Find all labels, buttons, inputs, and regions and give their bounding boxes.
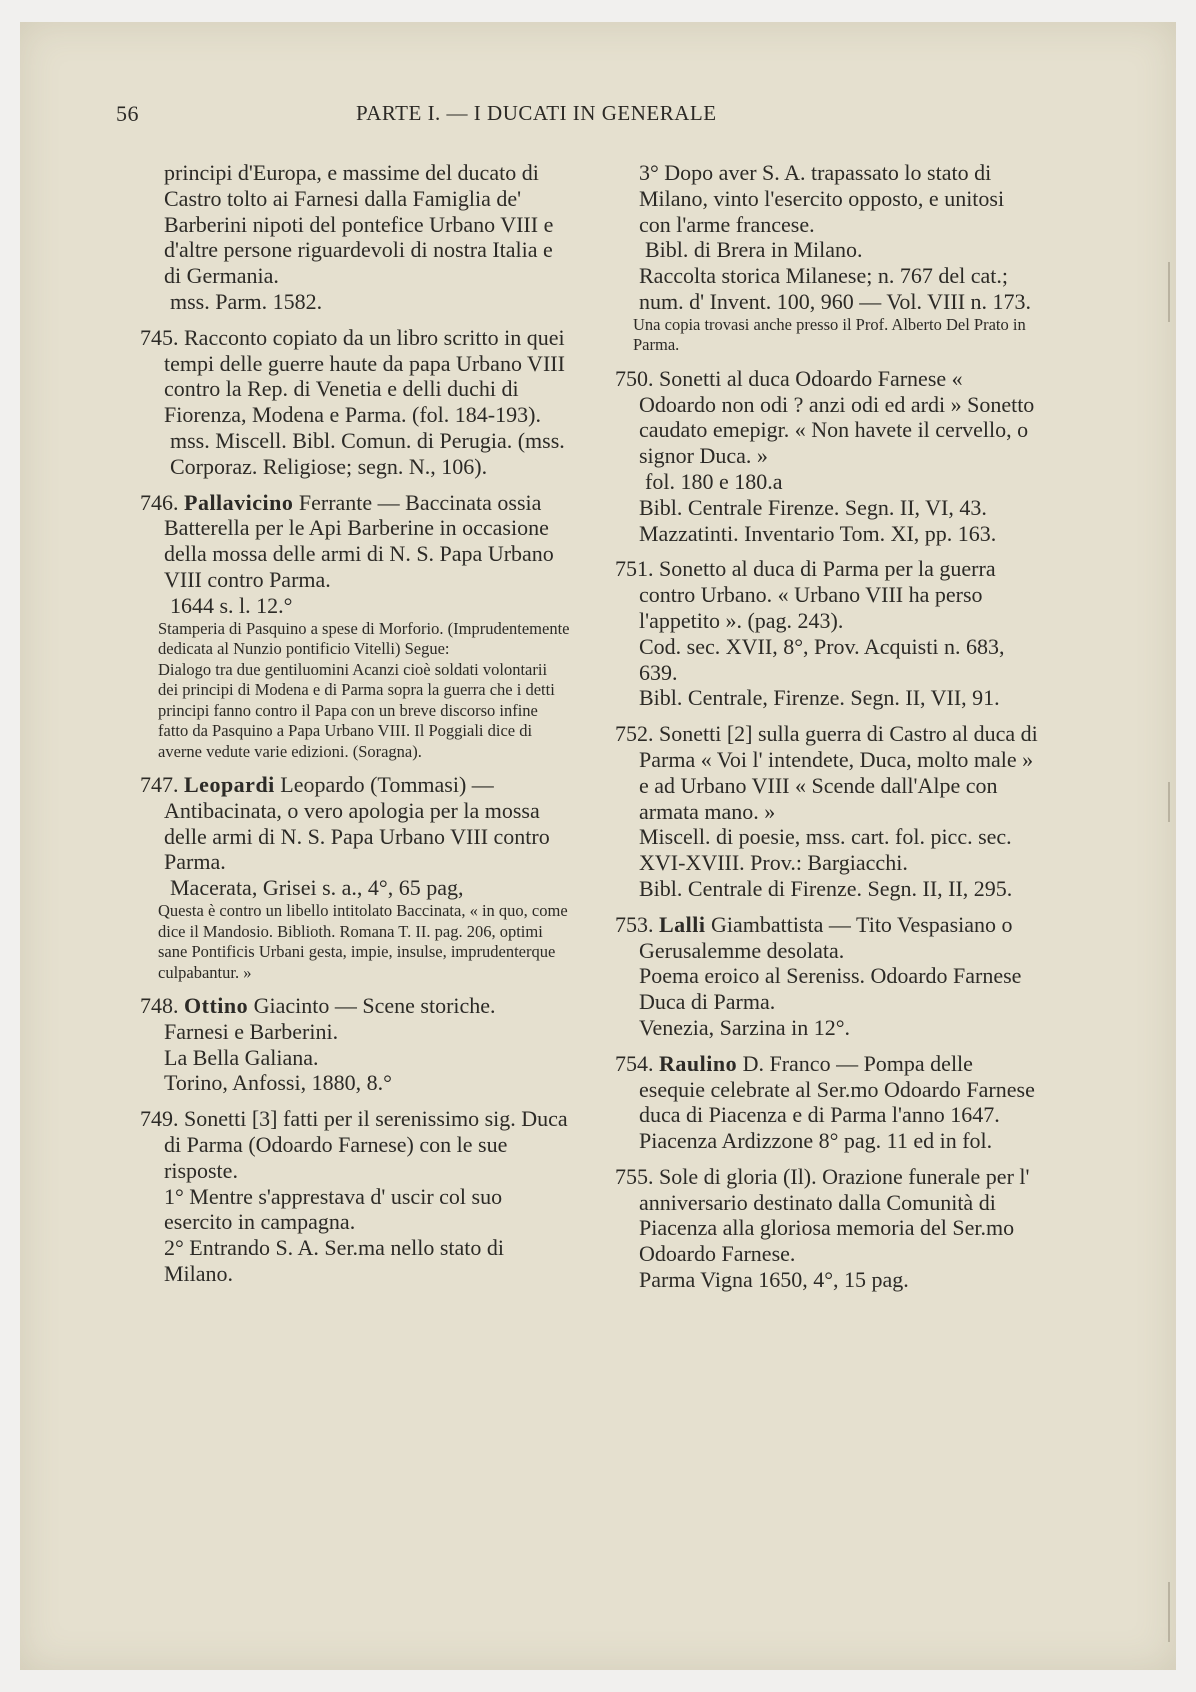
entry-imprint: Torino, Anfossi, 1880, 8.° [164, 1070, 392, 1096]
entry-749 [140, 1106, 570, 1287]
entry-754 [615, 1051, 1040, 1154]
entry-number: 745. [140, 324, 179, 350]
entry-number: 752. [615, 721, 654, 747]
entry-text: D. Franco — Pompa delle esequie celebrate al Ser.mo Odoardo Farnese duca di Piacenza e di Parma l'anno 1647. [639, 1050, 1035, 1128]
entry-author: Lalli [659, 911, 706, 937]
book-page [20, 22, 1176, 1670]
entry-text: Giacinto — Scene storiche. [253, 993, 496, 1019]
sonnet-line: 1° Mentre s'apprestava d' uscir col suo esercito in campagna. [164, 1183, 503, 1235]
entry-author: Pallavicino [184, 489, 294, 515]
right-column [615, 160, 1040, 1303]
entry-753 [615, 912, 1040, 1041]
entry-text: Leopardo (Tommasi) — Antibacinata, o vero apologia per la mossa delle armi di N. S. Papa Urbano VIII contro Parma. [164, 772, 550, 875]
entry-note: Una copia trovasi anche presso il Prof. Alberto Del Prato in Parma. [633, 314, 1026, 355]
margin-mark [1168, 782, 1170, 822]
entry-text: Sonetti al duca Odoardo Farnese « Odoardo non odi ? anzi odi ed ardi » Sonetto caudato emepigr. « Non havete il cervello, o signor Duca. » [639, 365, 1035, 469]
entry-748 [140, 993, 570, 1096]
entry-number: 748. [140, 993, 179, 1019]
entry-755 [615, 1164, 1040, 1293]
entry-location: Raccolta storica Milanese; n. 767 del cat.; num. d' Invent. 100, 960 — Vol. VIII n. 173. [639, 263, 1032, 314]
page-header [116, 101, 1066, 135]
entry-note: Dialogo tra due gentiluomini Acanzi cioè soldati volontarii dei principi di Modena e di Parma sopra la guerra che i detti principi fanno contro il Papa con un breve discorso infine fatto da Pasquino a Papa Urbano VIII. Il Poggiali dice di averne vedute varie edizioni. (Soragna). [158, 659, 555, 761]
entry-note: Stamperia di Pasquino a spese di Morforio. (Imprudentemente dedicata al Nunzio pontificio Vitelli) Segue: [158, 618, 570, 659]
margin-mark [1168, 1582, 1170, 1642]
entry-note: Questa è contro un libello intitolato Baccinata, « in quo, come dice il Mandosio. Biblioth. Romana T. II. pag. 206, optimi sane Pontificis Urbani gesta, impie, insulse, imprudenterque culpabantur. » [158, 901, 568, 982]
entry-text: Ferrante — Baccinata ossia Batterella per le Api Barberine in occasione della mossa delle armi di N. S. Papa Urbano VIII contro Parma. [164, 489, 554, 592]
entry-imprint: Venezia, Sarzina in 12°. [639, 1014, 850, 1040]
page-number: 56 [116, 101, 139, 126]
entry-imprint: Macerata, Grisei s. a., 4°, 65 pag, [170, 875, 464, 901]
entry-number: 747. [140, 772, 179, 798]
entry-text: Giambattista — Tito Vespasiano o Gerusalemme desolata. [639, 911, 1013, 963]
entry-location: Bibl. di Brera in Milano. [645, 237, 863, 263]
entry-number: 751. [615, 556, 654, 582]
left-column [140, 160, 570, 1297]
entry-number: 754. [615, 1050, 654, 1076]
margin-mark [1168, 262, 1170, 322]
entry-miscellany: Miscell. di poesie, mss. cart. fol. picc. sec. XVI-XVIII. Prov.: Bargiacchi. [639, 824, 1012, 876]
entry-folio: fol. 180 e 180.a [645, 468, 783, 494]
entry-imprint: Parma Vigna 1650, 4°, 15 pag. [639, 1267, 909, 1293]
entry-location: Bibl. Centrale Firenze. Segn. II, VI, 43. Mazzatinti. Inventario Tom. XI, pp. 163. [639, 494, 997, 546]
entry-text: Racconto copiato da un libro scritto in quei tempi delle guerre haute da papa Urbano VIII contro la Rep. di Venetia e delli duchi di Fiorenza, Modena e Parma. (fol. 184-193). [164, 324, 565, 428]
entry-number: 750. [615, 365, 654, 391]
entry-number: 746. [140, 489, 179, 515]
entry-752 [615, 721, 1040, 902]
entry-749-continued [615, 160, 1040, 356]
entry-text: Sole di gloria (Il). Orazione funerale per l' anniversario destinato dalla Comunità di Piacenza alla gloriosa memoria del Ser.mo Odoardo Farnese. [639, 1163, 1030, 1267]
entry-location: mss. Miscell. Bibl. Comun. di Perugia. (mss. Corporaz. Religiose; segn. N., 106). [170, 427, 565, 479]
entry-location: Bibl. Centrale di Firenze. Segn. II, II, 295. [639, 875, 1013, 901]
entry-location: Bibl. Centrale, Firenze. Segn. II, VII, 91. [639, 685, 1000, 711]
entry-line: Farnesi e Barberini. [164, 1018, 339, 1044]
entry-text: Sonetto al duca di Parma per la guerra contro Urbano. « Urbano VIII ha perso l'appetito ». (pag. 243). [639, 556, 996, 633]
sonnet-line: 3° Dopo aver S. A. trapassato lo stato di Milano, vinto l'esercito opposto, e unitosi con l'arme francese. [639, 160, 1005, 237]
entry-745 [140, 325, 570, 480]
entry-imprint: Piacenza Ardizzone 8° pag. 11 ed in fol. [639, 1128, 993, 1154]
entry-number: 749. [140, 1106, 179, 1132]
entry-746 [140, 490, 570, 762]
entry-continuation [140, 160, 570, 315]
entry-number: 755. [615, 1163, 654, 1189]
entry-number: 753. [615, 911, 654, 937]
entry-751 [615, 556, 1040, 711]
entry-author: Ottino [184, 993, 249, 1019]
entry-author: Raulino [659, 1050, 738, 1076]
entry-text: principi d'Europa, e massime del ducato di Castro tolto ai Farnesi dalla Famiglia de' Barberini nipoti del pontefice Urbano VIII e d'altre persone riguardevoli di nostra Italia e di Germania. [164, 160, 554, 289]
entry-author: Leopardi [184, 772, 275, 798]
entry-text: Sonetti [2] sulla guerra di Castro al duca di Parma « Voi l' intendete, Duca, molto male » e ad Urbano VIII « Scende dall'Alpe con armata mano. » [639, 721, 1038, 824]
entry-line: Poema eroico al Sereniss. Odoardo Farnese Duca di Parma. [639, 963, 1022, 1015]
entry-line: La Bella Galiana. [164, 1044, 319, 1070]
sonnet-line: 2° Entrando S. A. Ser.ma nello stato di Milano. [164, 1235, 504, 1286]
entry-750 [615, 366, 1040, 547]
entry-location: mss. Parm. 1582. [170, 288, 323, 314]
entry-747 [140, 772, 570, 983]
entry-text: Sonetti [3] fatti per il serenissimo sig. Duca di Parma (Odoardo Farnese) con le sue risposte. [164, 1106, 568, 1183]
entry-imprint: 1644 s. l. 12.° [170, 592, 293, 618]
running-title: PARTE I. — I DUCATI IN GENERALE [356, 101, 717, 125]
entry-codex: Cod. sec. XVII, 8°, Prov. Acquisti n. 683, 639. [639, 633, 1005, 685]
